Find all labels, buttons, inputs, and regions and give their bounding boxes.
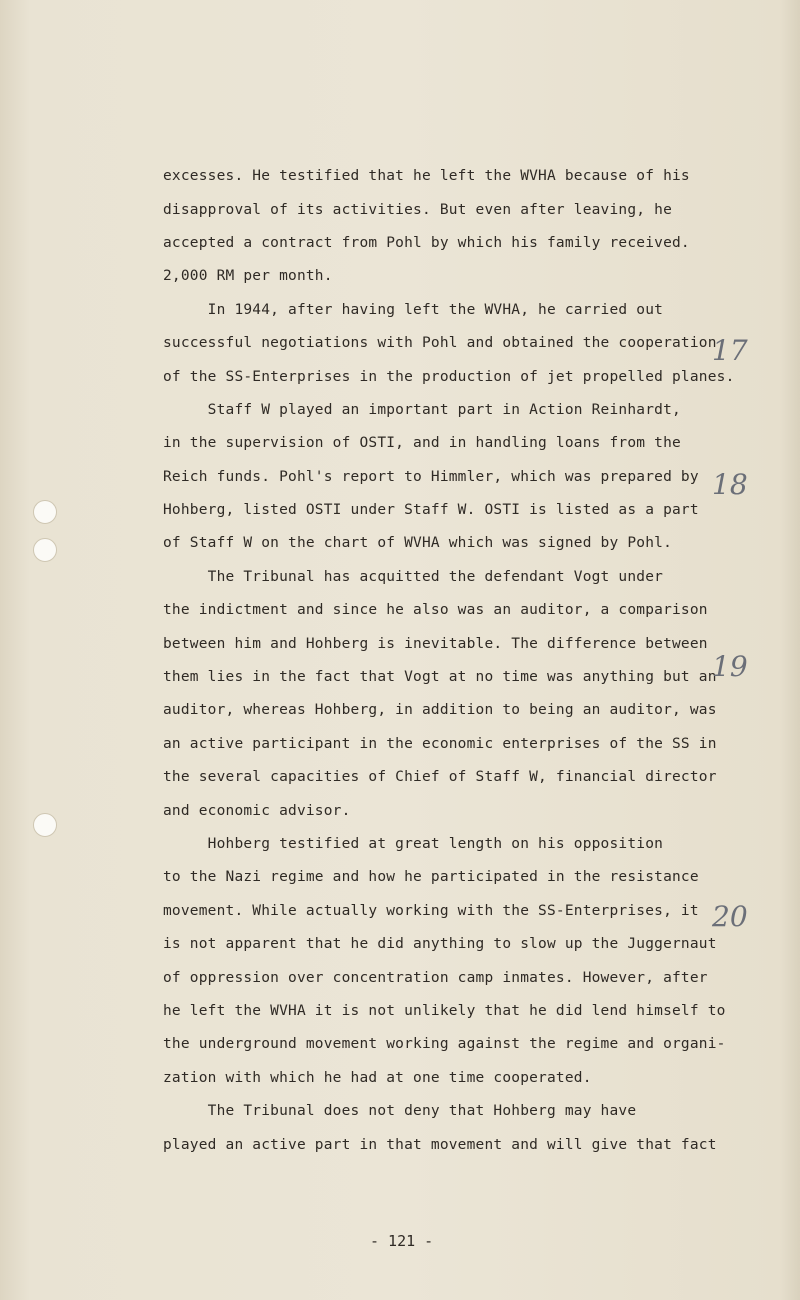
text-line: auditor, whereas Hohberg, in addition to being an auditor, was: [163, 702, 717, 718]
text-line: the underground movement working against the regime and organi-: [163, 1036, 726, 1052]
text-line: successful negotiations with Pohl and obtained the cooperation: [163, 335, 717, 351]
text-line: between him and Hohberg is inevitable. The difference between: [163, 636, 708, 652]
text-line: The Tribunal has acquitted the defendant Vogt under: [163, 569, 664, 585]
punch-hole: [33, 500, 57, 524]
margin-note: 18: [712, 468, 748, 501]
text-line: disapproval of its activities. But even after leaving, he: [163, 202, 672, 218]
text-line: of Staff W on the chart of WVHA which was signed by Pohl.: [163, 535, 672, 551]
text-line: movement. While actually working with the SS-Enterprises, it: [163, 903, 699, 919]
punch-hole: [33, 538, 57, 562]
text-line: in the supervision of OSTI, and in handling loans from the: [163, 435, 681, 451]
text-line: an active participant in the economic enterprises of the SS in: [163, 736, 717, 752]
text-line: accepted a contract from Pohl by which his family received.: [163, 235, 690, 251]
page-number: - 121 -: [370, 1232, 434, 1250]
text-line: to the Nazi regime and how he participated in the resistance: [163, 869, 699, 885]
text-line: zation with which he had at one time cooperated.: [163, 1070, 592, 1086]
text-line: The Tribunal does not deny that Hohberg may have: [163, 1103, 637, 1119]
text-line: of the SS-Enterprises in the production of jet propelled planes.: [163, 369, 735, 385]
punch-hole: [33, 813, 57, 837]
text-line: excesses. He testified that he left the WVHA because of his: [163, 168, 690, 184]
text-line: he left the WVHA it is not unlikely that he did lend himself to: [163, 1003, 726, 1019]
text-line: Hohberg, listed OSTI under Staff W. OSTI is listed as a part: [163, 502, 699, 518]
text-line: 2,000 RM per month.: [163, 268, 333, 284]
text-line: them lies in the fact that Vogt at no time was anything but an: [163, 669, 717, 685]
text-line: Reich funds. Pohl's report to Himmler, which was prepared by: [163, 469, 699, 485]
text-line: and economic advisor.: [163, 803, 351, 819]
margin-note: 17: [712, 334, 748, 367]
text-line: Hohberg testified at great length on his opposition: [163, 836, 664, 852]
text-line: played an active part in that movement and will give that fact: [163, 1137, 717, 1153]
margin-note: 19: [712, 650, 748, 683]
text-line: the indictment and since he also was an auditor, a comparison: [163, 602, 708, 618]
text-line: Staff W played an important part in Action Reinhardt,: [163, 402, 681, 418]
text-line: the several capacities of Chief of Staff W, financial director: [163, 769, 717, 785]
text-line: In 1944, after having left the WVHA, he carried out: [163, 302, 664, 318]
text-line: of oppression over concentration camp inmates. However, after: [163, 970, 708, 986]
text-line: is not apparent that he did anything to slow up the Juggernaut: [163, 936, 717, 952]
margin-note: 20: [712, 900, 748, 933]
